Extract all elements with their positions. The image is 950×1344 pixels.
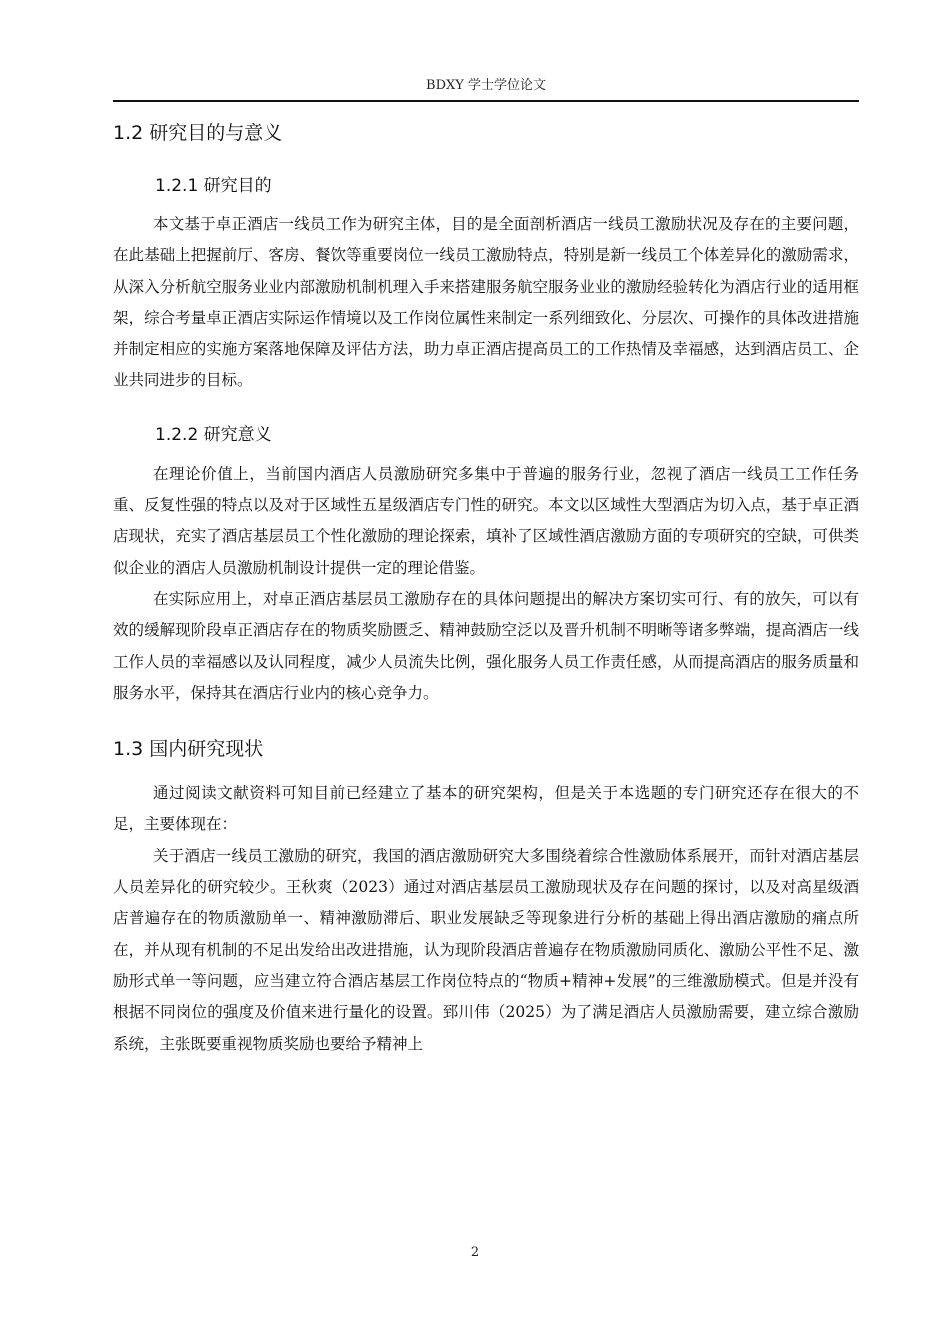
paragraph-theoretical-value: 在理论价值上，当前国内酒店人员激励研究多集中于普遍的服务行业，忽视了酒店一线员工工作任务重、反复性强的特点以及对于区域性五星级酒店专门性的研究。本文以区域性大型酒店为切入点，基于卓正酒店现状，充实了酒店基层员工个性化激励的理论探索，填补了区域性酒店激励方面的专项研究的空缺，可供类似企业的酒店人员激励机制设计提供一定的理论借鉴。 [113,464,859,577]
paragraph-research-purpose: 本文基于卓正酒店一线员工作为研究主体，目的是全面剖析酒店一线员工激励状况及存在的主要问题，在此基础上把握前厅、客房、餐饮等重要岗位一线员工激励特点，特别是新一线员工个体差异化的激励需求，从深入分析航空服务业业内部激励机制机理入手来搭建服务航空服务业业的激励经验转化为酒店行业的适用框架，综合考量卓正酒店实际运作情境以及工作岗位属性来制定一系列细致化、分层次、可操作的具体改进措施并制定相应的实施方案落地保障及评估方法，助力卓正酒店提高员工的工作热情及幸福感，达到酒店员工、企业共同进步的目标。 [113,215,859,390]
paragraph-literature-review: 关于酒店一线员工激励的研究，我国的酒店激励研究大多围绕着综合性激励体系展开，而针对酒店基层人员差异化的研究较少。王秋爽（2023）通过对酒店基层员工激励现状及存在问题的探讨，以及对高星级酒店普遍存在的物质激励单一、精神激励滞后、职业发展缺乏等现象进行分析的基础上得出酒店激励的痛点所在，并从现有机制的不足出发给出改进措施，认为现阶段酒店普遍存在物质激励同质化、激励公平性不足、激励形式单一等问题，应当建立符合酒店基层工作岗位特点的“物质+精神+发展”的三维激励模式。但是并没有根据不同岗位的强度及价值来进行量化的设置。郅川伟（2025）为了满足酒店人员激励需要，建立综合激励系统，主张既要重视物质奖励也要给予精神上 [113,846,859,1053]
paragraph-research-overview: 通过阅读文献资料可知目前已经建立了基本的研究架构，但是关于本选题的专门研究还存在很大的不足，主要体现在： [113,784,859,834]
section-heading-1-3: 1.3 国内研究现状 [113,738,264,761]
page-number: 2 [470,1245,480,1260]
header-divider [113,100,859,102]
document-body [113,112,859,1060]
subsection-heading-1-2-1: 1.2.1 研究目的 [155,176,272,196]
section-heading-1-2: 1.2 研究目的与意义 [113,122,283,144]
paragraph-practical-value: 在实际应用上，对卓正酒店基层员工激励存在的具体问题提出的解决方案切实可行、有的放矢，可以有效的缓解现阶段卓正酒店存在的物质奖励匮乏、精神鼓励空泛以及晋升机制不明晰等诸多弊端，提高酒店一线工作人员的幸福感以及认同程度，减少人员流失比例，强化服务人员工作责任感，从而提高酒店的服务质量和服务水平，保持其在酒店行业内的核心竞争力。 [113,589,859,702]
subsection-heading-1-2-2: 1.2.2 研究意义 [155,424,272,445]
running-header: BDXY 学士学位论文 [426,78,546,93]
